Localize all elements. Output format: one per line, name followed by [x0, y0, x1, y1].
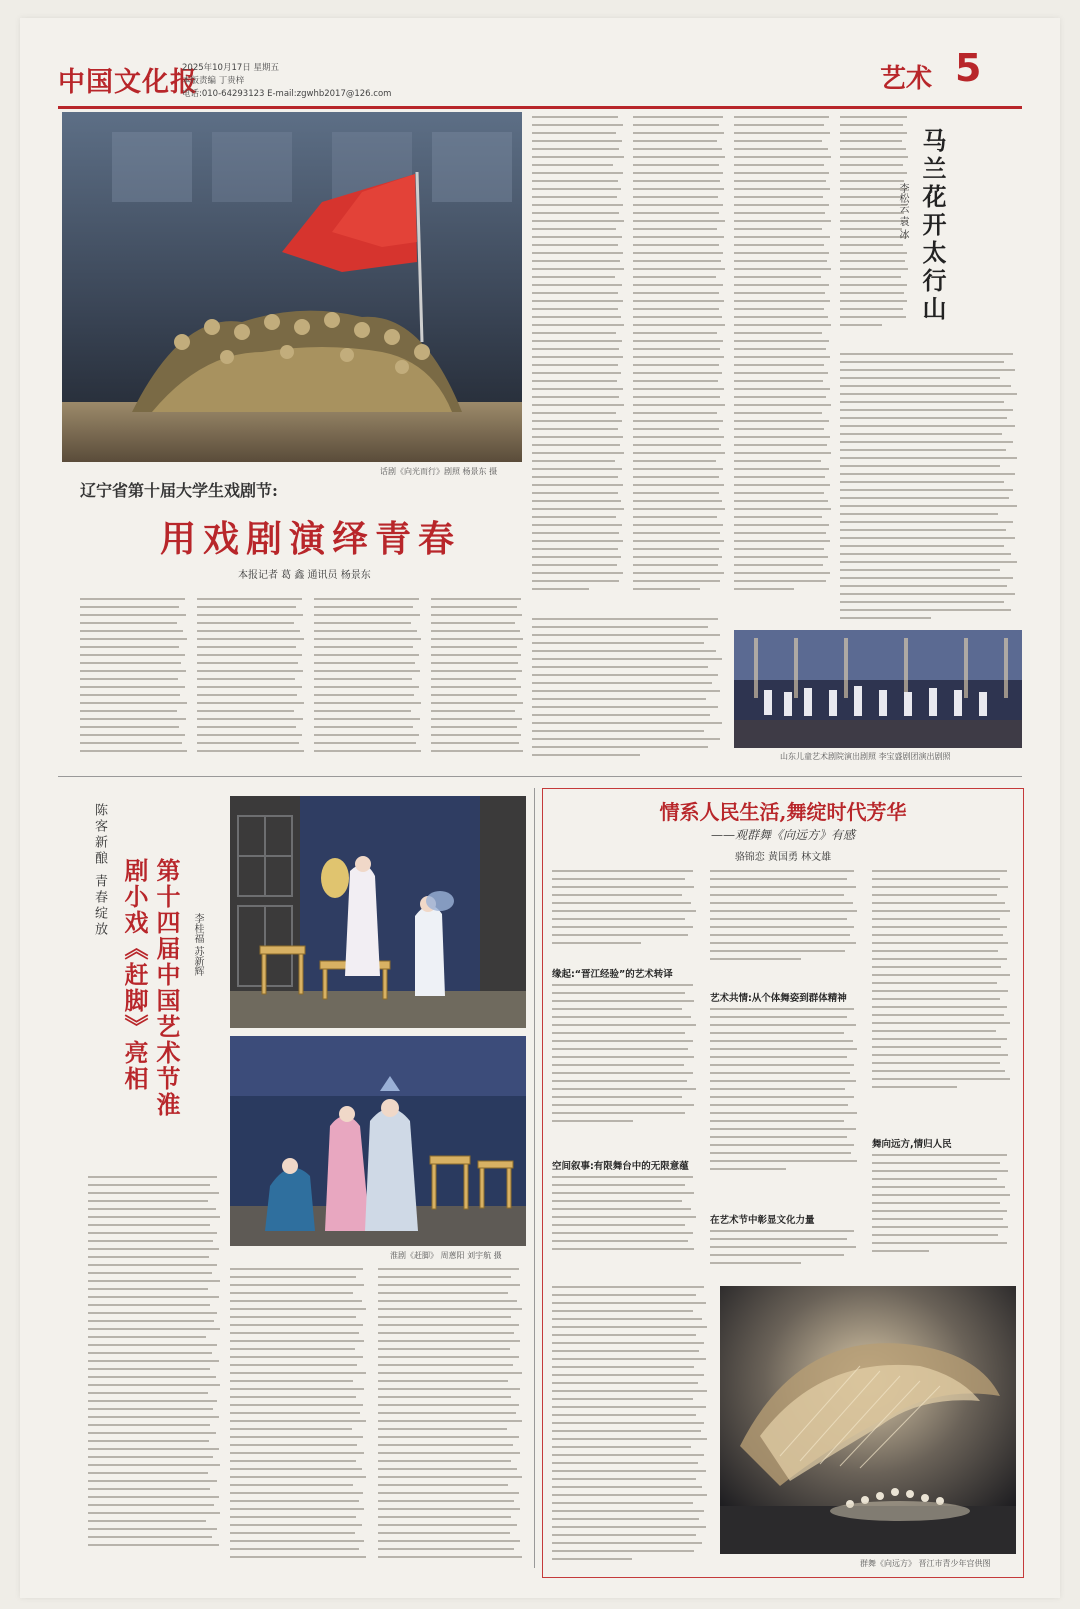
boxed-article-headline: 情系人民生活,舞绽时代芳华	[659, 800, 907, 824]
box-subhead-1: 缘起:“晋江经验”的艺术转译	[552, 969, 673, 980]
dance-photo	[720, 1286, 1016, 1554]
masthead-logo: 中国文化报	[58, 67, 198, 98]
box-col-1-c	[552, 1176, 700, 1276]
opera-photo-caption: 淮剧《赶脚》 周蒽阳 刘宇航 摄	[390, 1251, 502, 1260]
contact-line: 电话:010-64293123 E-mail:zgwhb2017@126.com	[182, 89, 392, 99]
opera-photo-1	[230, 796, 526, 1028]
article-left-body-col-3	[378, 1268, 526, 1568]
article-top-byline: 本报记者 葛 鑫 通讯员 杨景东	[238, 570, 371, 581]
article-top-headline: 用戏剧演绎青春	[160, 518, 462, 560]
box-col-3-b	[872, 1154, 1014, 1278]
box-col-2-a	[710, 870, 862, 988]
box-col-2-c	[710, 1230, 862, 1278]
header-rule	[58, 106, 1022, 109]
article-left-body-col-1	[88, 1176, 224, 1566]
boxed-article-byline: 骆锦恋 黄国勇 林文雄	[734, 852, 832, 863]
article-left-subtitle: 陈客新酿 青春绽放	[92, 803, 107, 939]
box-col-3-a	[872, 870, 1014, 1132]
article-left-authors: 李桂福 苏新辉	[192, 913, 203, 977]
box-subhead-2: 空间叙事:有限舞台中的无限意蕴	[552, 1161, 689, 1172]
article-top-body-col-5	[532, 618, 728, 758]
boxed-article-subtitle: ——观群舞《向远方》有感	[710, 828, 855, 842]
page-number: 5	[955, 46, 982, 90]
right-photo-caption: 山东儿童艺术剧院演出剧照 李宝盛剧团演出剧照	[780, 752, 951, 761]
article-right-text-col-c	[840, 353, 1022, 623]
article-right-text-col-a	[734, 116, 834, 616]
newspaper-page	[20, 18, 1060, 1598]
section-label: 艺术	[880, 64, 933, 94]
article-top-text-col-b	[633, 116, 728, 614]
article-top-body-col-2	[197, 598, 307, 758]
editor-line: 本版责编 丁贵梓	[182, 76, 245, 86]
box-subhead-3: 艺术共情:从个体舞姿到群体精神	[710, 993, 847, 1004]
article-top-body-col-1	[80, 598, 190, 758]
article-right-title: 马兰花开太行山	[918, 128, 947, 324]
box-subhead-4: 在艺术节中彰显文化力量	[710, 1215, 815, 1226]
section-divider	[58, 776, 1022, 777]
box-subhead-5: 舞向远方,情归人民	[872, 1139, 952, 1150]
opera-photo-2	[230, 1036, 526, 1246]
box-col-1-b	[552, 984, 700, 1154]
box-col-2-b	[710, 1008, 862, 1208]
box-col-1-a	[552, 870, 700, 962]
article-left-title: 第十四届中国艺术节淮剧小戏《赶脚》亮相	[120, 858, 181, 1118]
top-photo-caption: 话剧《向光而行》剧照 杨景东 摄	[380, 467, 498, 476]
article-top-text-col-a	[532, 116, 627, 614]
article-left-body-col-2	[230, 1268, 370, 1568]
article-top-kicker: 辽宁省第十届大学生戏剧节:	[80, 481, 278, 500]
date-line: 2025年10月17日 星期五	[182, 63, 279, 73]
stage-photo-flag	[62, 112, 522, 462]
article-right-authors: 李松云 袁 冰	[897, 183, 908, 240]
column-divider	[534, 788, 535, 1568]
box-col-1-d	[552, 1286, 712, 1566]
article-top-body-col-3	[314, 598, 424, 758]
dance-photo-caption: 群舞《向远方》 晋江市青少年宫供图	[860, 1559, 991, 1568]
article-top-body-col-4	[431, 598, 526, 758]
stage-photo-children	[734, 630, 1022, 748]
header-meta	[182, 62, 391, 101]
